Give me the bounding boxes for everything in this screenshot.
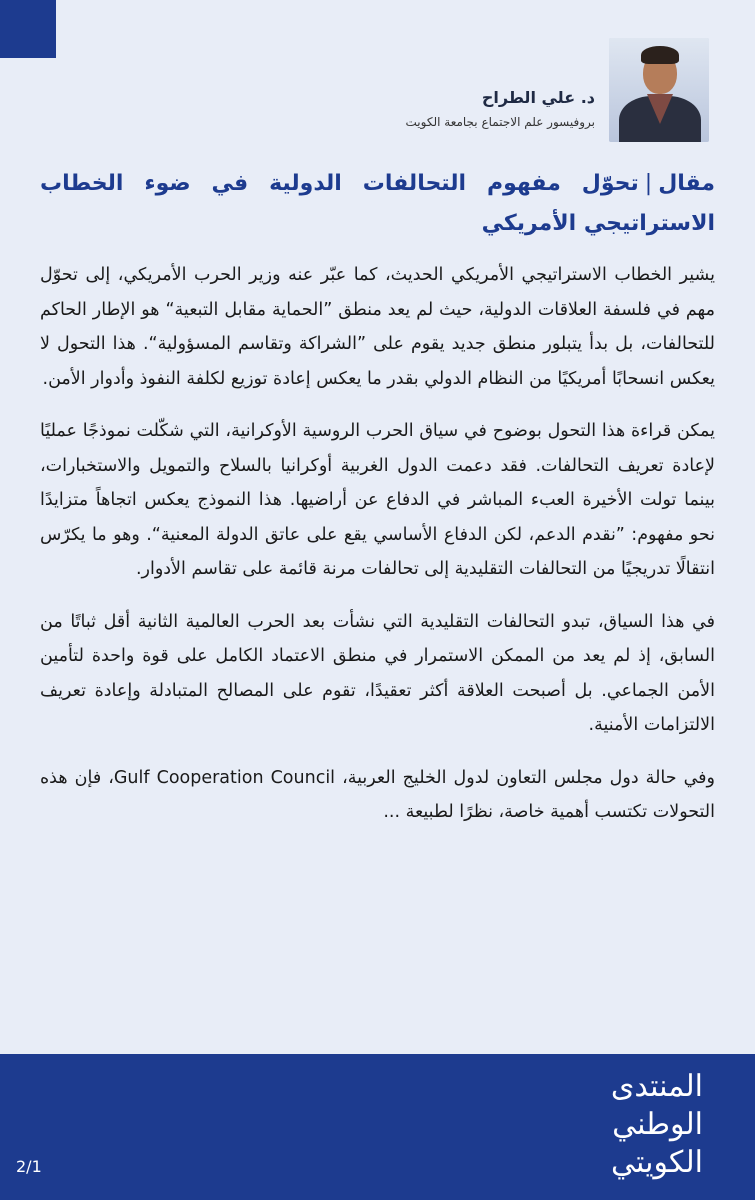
author-title: بروفيسور علم الاجتماع بجامعة الكويت	[405, 115, 595, 129]
article-headline	[40, 164, 715, 244]
author-photo	[609, 38, 709, 142]
forum-logo	[611, 1068, 703, 1182]
corner-accent-block	[0, 0, 56, 58]
author-header	[406, 38, 710, 142]
page-number: 2/1	[16, 1157, 42, 1176]
article-paragraph: يمكن قراءة هذا التحول بوضوح في سياق الحرب الروسية الأوكرانية، التي شكّلت نموذجًا عمليًا لإعادة تعريف التحالفات. فقد دعمت الدول الغربية أوكرانيا بالسلاح والتمويل والاستخبارات، بينما تولت الأخيرة العبء المباشر في الدفاع عن أراضيها. هذا النموذج يعكس اتجاهاً متزايدًا نحو مفهوم: ”نقدم الدعم، لكن الدفاع الأساسي يقع على عاتق الدولة المعنية“. وهو ما يكرّس انتقالًا تدريجيًا من التحالفات التقليدية إلى تحالفات مرنة قائمة على تقاسم الأدوار.	[40, 421, 715, 579]
author-info	[406, 38, 596, 129]
article-body	[40, 258, 715, 848]
logo-line: الوطني	[612, 1107, 703, 1142]
logo-line: المنتدى	[610, 1069, 703, 1104]
article-paragraph: يشير الخطاب الاستراتيجي الأمريكي الحديث، كما عبّر عنه وزير الحرب الأمريكي، إلى تحوّل مهم في فلسفة العلاقات الدولية، حيث لم يعد منطق ”الحماية مقابل التبعية“ هو الإطار الحاكم للتحالفات، بل بدأ يتبلور منطق جديد يقوم على ”الشراكة وتقاسم المسؤولية“. هذا التحول لا يعكس انسحابًا أمريكيًا من النظام الدولي بقدر ما يعكس إعادة توزيع لكلفة النفوذ وأدوار الأمن.	[40, 265, 715, 389]
article-paragraph: وفي حالة دول مجلس التعاون لدول الخليج العربية، Gulf Cooperation Council، فإن هذه التحولات تكتسب أهمية خاصة، نظرًا لطبيعة ...	[40, 767, 715, 822]
author-name: د. علي الطراح	[481, 88, 595, 107]
headline-text: تحوّل مفهوم التحالفات الدولية في ضوء الخطاب الاستراتيجي الأمريكي	[40, 171, 715, 236]
footer-bar	[0, 1054, 755, 1200]
logo-line: الكويتي	[611, 1145, 703, 1180]
article-paragraph: في هذا السياق، تبدو التحالفات التقليدية التي نشأت بعد الحرب العالمية الثانية أقل ثباتًا من السابق، إذ لم يعد من الممكن الاستمرار في منطق الاعتماد الكامل على قوة واحدة لتأمين الأمن الجماعي. بل أصبحت العلاقة أكثر تعقيدًا، تقوم على المصالح المتبادلة وإعادة تعريف الالتزامات الأمنية.	[40, 611, 715, 735]
headline-label: مقال	[658, 171, 715, 196]
headline-separator: |	[644, 171, 653, 196]
